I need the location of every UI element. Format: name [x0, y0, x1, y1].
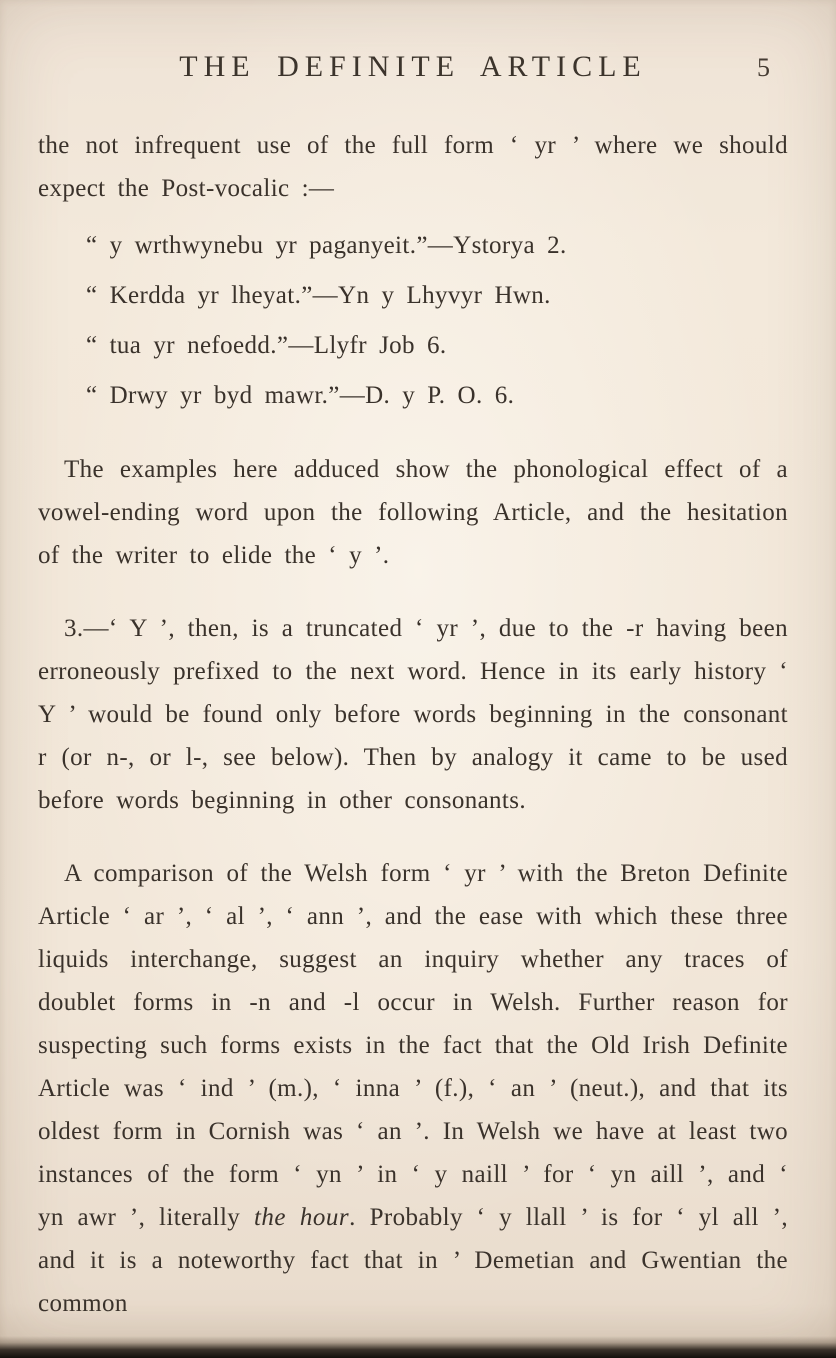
opening-paragraph: the not infrequent use of the full form ‘ yr ’ where we should expect the Post-vocalic :— [38, 132, 788, 202]
paragraph-examples: The examples here adduced show the phonological effect of a vowel-ending word upon the following Article, and the hesitation of the writer to elide the ‘ y ’. [38, 456, 788, 569]
comparison-text-before: A comparison of the Welsh form ‘ yr ’ with the Breton Definite Article ‘ ar ’, ‘ al ’, ‘ ann ’, and the ease with which these three liquids interchange, suggest an inquiry whether any traces of doublet forms in -n and -l occur in Welsh. Further reason for suspecting such forms exists in the fact that the Old Irish Definite Article was ‘ ind ’ (m.), ‘ inna ’ (f.), ‘ an ’ (neut.), and that its oldest form in Cornish was ‘ an ’. In Welsh we have at least two instances of the form ‘ yn ’ in ‘ y naill ’ for ‘ yn aill ’, and ‘ yn awr ’, literally [38, 860, 788, 1231]
italic-phrase: the hour [253, 1204, 350, 1231]
page-title: THE DEFINITE ARTICLE [179, 50, 647, 83]
quotation-line: “ tua yr nefoedd.”—Llyfr Job 6. [86, 332, 447, 359]
quotation-line: “ Kerdda yr lheyat.”—Yn y Lhyvyr Hwn. [86, 282, 551, 309]
quotation-list [86, 224, 788, 418]
quotation-line: “ y wrthwynebu yr paganyeit.”—Ystorya 2. [86, 232, 567, 259]
quotation-line: “ Drwy yr byd mawr.”—D. y P. O. 6. [86, 382, 515, 409]
paragraph-section-3: 3.—‘ Y ’, then, is a truncated ‘ yr ’, due to the -r having been erroneously prefixed to the next word. Hence in its early history ‘ Y ’ would be found only before words beginning in the consonant r (or n-, or l-, see below). Then by analogy it came to be used before words beginning in other consonants. [38, 615, 788, 814]
paragraph-comparison [38, 852, 788, 1325]
comparison-text-after: . Probably ‘ y llall ’ is for ‘ yl all ’, and it is a noteworthy fact that in ’ Demetian and Gwentian the common [38, 1204, 788, 1317]
page-number: 5 [757, 53, 770, 82]
running-header [38, 50, 788, 96]
page-bottom-edge [0, 1336, 836, 1358]
